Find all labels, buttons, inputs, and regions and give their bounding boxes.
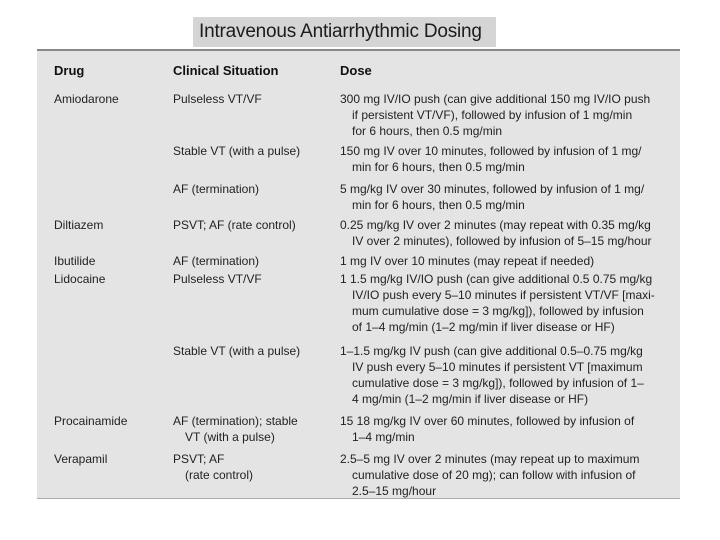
dose-line: min for 6 hours, then 0.5 mg/min xyxy=(352,198,525,212)
dose-text xyxy=(340,451,639,499)
dose-line: 1 1.5 mg/kg IV/IO push (can give additional 0.5 0.75 mg/kg xyxy=(340,272,653,286)
clinical-situation xyxy=(173,271,262,287)
dose-line: 15 18 mg/kg IV over 60 minutes, followed by infusion of xyxy=(340,414,635,428)
dose-line: 300 mg IV/IO push (can give additional 150 mg IV/IO push xyxy=(340,92,651,106)
dose-line: for 6 hours, then 0.5 mg/min xyxy=(352,124,503,138)
dose-text xyxy=(340,181,644,213)
dose-line: 2.5–15 mg/hour xyxy=(352,484,437,498)
clinical-situation xyxy=(173,451,253,483)
situation-line: Pulseless VT/VF xyxy=(173,92,262,106)
situation-line: PSVT; AF (rate control) xyxy=(173,218,296,232)
dose-line: 0.25 mg/kg IV over 2 minutes (may repeat with 0.35 mg/kg xyxy=(340,218,651,232)
situation-line: (rate control) xyxy=(185,468,254,482)
dose-line: min for 6 hours, then 0.5 mg/min xyxy=(352,160,525,174)
dose-line: 1–4 mg/min xyxy=(352,430,415,444)
drug-name: Procainamide xyxy=(54,414,128,428)
dose-line: 150 mg IV over 10 minutes, followed by infusion of 1 mg/ xyxy=(340,144,642,158)
header-clinical-situation: Clinical Situation xyxy=(173,63,279,78)
drug-name: Diltiazem xyxy=(54,218,104,232)
dose-text xyxy=(340,217,652,249)
drug-name: Amiodarone xyxy=(54,92,119,106)
clinical-situation xyxy=(173,91,262,107)
situation-line: AF (termination) xyxy=(173,254,260,268)
dose-line: of 1–4 mg/min (1–2 mg/min if liver disease or HF) xyxy=(352,320,615,334)
table-title: Intravenous Antiarrhythmic Dosing xyxy=(193,17,496,47)
dose-line: if persistent VT/VF), followed by infusion of 1 mg/min xyxy=(352,108,633,122)
situation-line: PSVT; AF xyxy=(173,452,225,466)
clinical-situation xyxy=(173,413,298,445)
situation-line: Stable VT (with a pulse) xyxy=(173,144,301,158)
dose-line: cumulative dose = 3 mg/kg]), followed by infusion of 1– xyxy=(352,376,644,390)
drug-name: Lidocaine xyxy=(54,272,106,286)
dose-text xyxy=(340,143,642,175)
situation-line: AF (termination) xyxy=(173,182,260,196)
clinical-situation xyxy=(173,143,300,159)
dose-text xyxy=(340,91,650,139)
dosing-table xyxy=(37,49,680,499)
dose-line: IV push every 5–10 minutes if persistent VT [maximum xyxy=(352,360,643,374)
dose-text xyxy=(340,413,634,445)
dose-line: 1 mg IV over 10 minutes (may repeat if needed) xyxy=(340,254,595,268)
dose-line: 2.5–5 mg IV over 2 minutes (may repeat up to maximum xyxy=(340,452,640,466)
clinical-situation xyxy=(173,181,259,197)
situation-line: Pulseless VT/VF xyxy=(173,272,262,286)
dose-line: IV/IO push every 5–10 minutes if persistent VT/VF [maxi- xyxy=(352,288,655,302)
drug-name: Verapamil xyxy=(54,452,108,466)
dose-line: cumulative dose of 20 mg); can follow with infusion of xyxy=(352,468,636,482)
situation-line: VT (with a pulse) xyxy=(185,430,275,444)
dose-text xyxy=(340,253,594,269)
clinical-situation xyxy=(173,343,300,359)
dose-line: mum cumulative dose = 3 mg/kg]), followed by infusion xyxy=(352,304,644,318)
situation-line: Stable VT (with a pulse) xyxy=(173,344,301,358)
dose-line: IV over 2 minutes), followed by infusion of 5–15 mg/hour xyxy=(352,234,652,248)
dose-line: 5 mg/kg IV over 30 minutes, followed by infusion of 1 mg/ xyxy=(340,182,645,196)
dose-line: 4 mg/min (1–2 mg/min if liver disease or HF) xyxy=(352,392,589,406)
dose-line: 1–1.5 mg/kg IV push (can give additional 0.5–0.75 mg/kg xyxy=(340,344,643,358)
dose-text xyxy=(340,343,644,407)
drug-name: Ibutilide xyxy=(54,254,96,268)
situation-line: AF (termination); stable xyxy=(173,414,298,428)
dose-text xyxy=(340,271,655,335)
clinical-situation xyxy=(173,217,296,233)
header-dose: Dose xyxy=(340,63,372,78)
clinical-situation xyxy=(173,253,259,269)
header-drug: Drug xyxy=(54,63,85,78)
